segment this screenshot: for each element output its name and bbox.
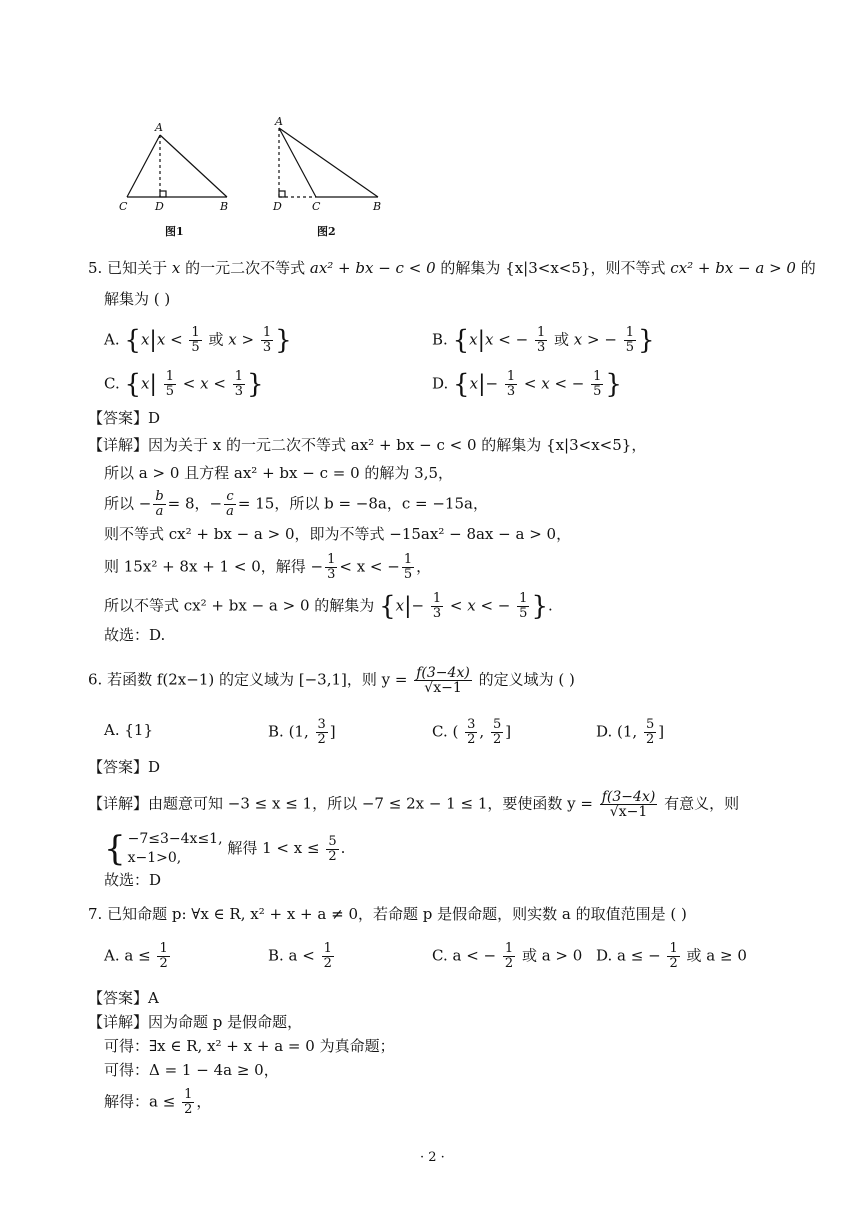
q7-option-a: A. a ≤ $\frac{1}{2}$	[104, 941, 168, 971]
fig2-caption: 图2	[317, 225, 336, 238]
fig2-label-a: A	[275, 115, 283, 128]
fig1-caption: 图1	[165, 225, 184, 238]
fig2-label-d: D	[273, 200, 282, 213]
q7-answer: 【答案】A	[88, 989, 159, 1007]
q6-option-a: A. {1}	[104, 721, 153, 739]
fig1-label-d: D	[155, 200, 164, 213]
fig2-label-c: C	[312, 200, 321, 213]
q5-detail-3: 所以 − $\frac{b}{a}$ = 8，− $\frac{c}{a}$ = 15，所以 b = −8a，c = −15a，	[104, 489, 488, 519]
q5-answer: 【答案】D	[88, 409, 161, 427]
q5-detail-2: 所以 a > 0 且方程 ax² + bx − c = 0 的解为 3,5，	[104, 464, 454, 482]
q5-option-d: D. {x|− $\frac{1}{3}$ < x < − $\frac{1}{5}$ }	[432, 369, 622, 400]
q6-option-c: C. ( $\frac{3}{2}$ , $\frac{5}{2}$ ]	[432, 717, 512, 747]
fig1-label-a: A	[155, 121, 163, 134]
q7-stem: 7. 已知命题 p: ∀x ∈ R, x² + x + a ≠ 0，若命题 p 是假命题，则实数 a 的取值范围是 ( )	[88, 905, 687, 923]
q6-option-b: B. (1, $\frac{3}{2}$ ]	[268, 717, 336, 747]
fig1-label-c: C	[119, 200, 128, 213]
q5-stem-line2: 解集为 ( )	[104, 290, 171, 308]
q5-detail-1: 【详解】因为关于 x 的一元二次不等式 ax² + bx − c < 0 的解集为 {x|3<x<5}，	[88, 436, 647, 454]
fig2-label-b: B	[373, 200, 382, 213]
page-number: · 2 ·	[420, 1150, 445, 1165]
q6-stem: 6. 若函数 f(2x−1) 的定义域为 [−3,1]，则 y = $\frac{f(3-4x)}{√x-1}$ 的定义域为 ( )	[88, 665, 575, 696]
q7-detail-3: 可得：Δ = 1 − 4a ≥ 0，	[104, 1061, 279, 1079]
q7-option-d: D. a ≤ − $\frac{1}{2}$ 或 a ≥ 0	[596, 941, 747, 971]
q6-detail-1: 【详解】由题意可知 −3 ≤ x ≤ 1，所以 −7 ≤ 2x − 1 ≤ 1，要使函数 y = $\frac{f(3-4x)}{√x-1}$ 有意义，则	[88, 789, 740, 820]
q6-detail-3: 故选：D	[104, 871, 162, 889]
q5-detail-6: 所以不等式 cx² + bx − a > 0 的解集为 {x|− $\frac{1}{3}$ < x < − $\frac{1}{5}$ }.	[104, 591, 553, 622]
q5-option-b: B. {x|x < − $\frac{1}{3}$ 或 x > − $\frac{1}{5}$ }	[432, 325, 655, 356]
q7-detail-4: 解得：a ≤ $\frac{1}{2}$ ，	[104, 1087, 212, 1117]
q6-answer: 【答案】D	[88, 758, 161, 776]
geometry-figures	[0, 0, 868, 240]
q7-option-c: C. a < − $\frac{1}{2}$ 或 a > 0	[432, 941, 583, 971]
q5-option-a: A. {x|x < $\frac{1}{5}$ 或 x > $\frac{1}{3}$ }	[104, 325, 292, 356]
q5-option-c: C. {x| $\frac{1}{5}$ < x < $\frac{1}{3}$ }	[104, 369, 264, 400]
q7-detail-2: 可得：∃x ∈ R, x² + x + a = 0 为真命题；	[104, 1037, 395, 1055]
q5-detail-4: 则不等式 cx² + bx − a > 0，即为不等式 −15ax² − 8ax − a > 0，	[104, 525, 572, 543]
q7-detail-1: 【详解】因为命题 p 是假命题，	[88, 1013, 303, 1031]
fig1-label-b: B	[220, 200, 229, 213]
figure-1	[127, 135, 227, 197]
figure-2	[279, 128, 378, 197]
q6-detail-2: { −7≤3−4x≤1, x−1>0, 解得 1 < x ≤ $\frac{5}{2}$ .	[104, 829, 346, 869]
q5-detail-7: 故选：D.	[104, 626, 166, 644]
q6-option-d: D. (1, $\frac{5}{2}$ ]	[596, 717, 665, 747]
q5-detail-5: 则 15x² + 8x + 1 < 0，解得 − $\frac{1}{3}$ < x < − $\frac{1}{5}$ ，	[104, 552, 432, 582]
q5-stem-line1: 5. 已知关于 x 的一元二次不等式 ax² + bx − c < 0 的解集为 {x|3<x<5}，则不等式 cx² + bx − a > 0 的	[88, 259, 816, 277]
q7-option-b: B. a < $\frac{1}{2}$	[268, 941, 332, 971]
q6-inequality-system: { −7≤3−4x≤1, x−1>0,	[104, 829, 223, 869]
